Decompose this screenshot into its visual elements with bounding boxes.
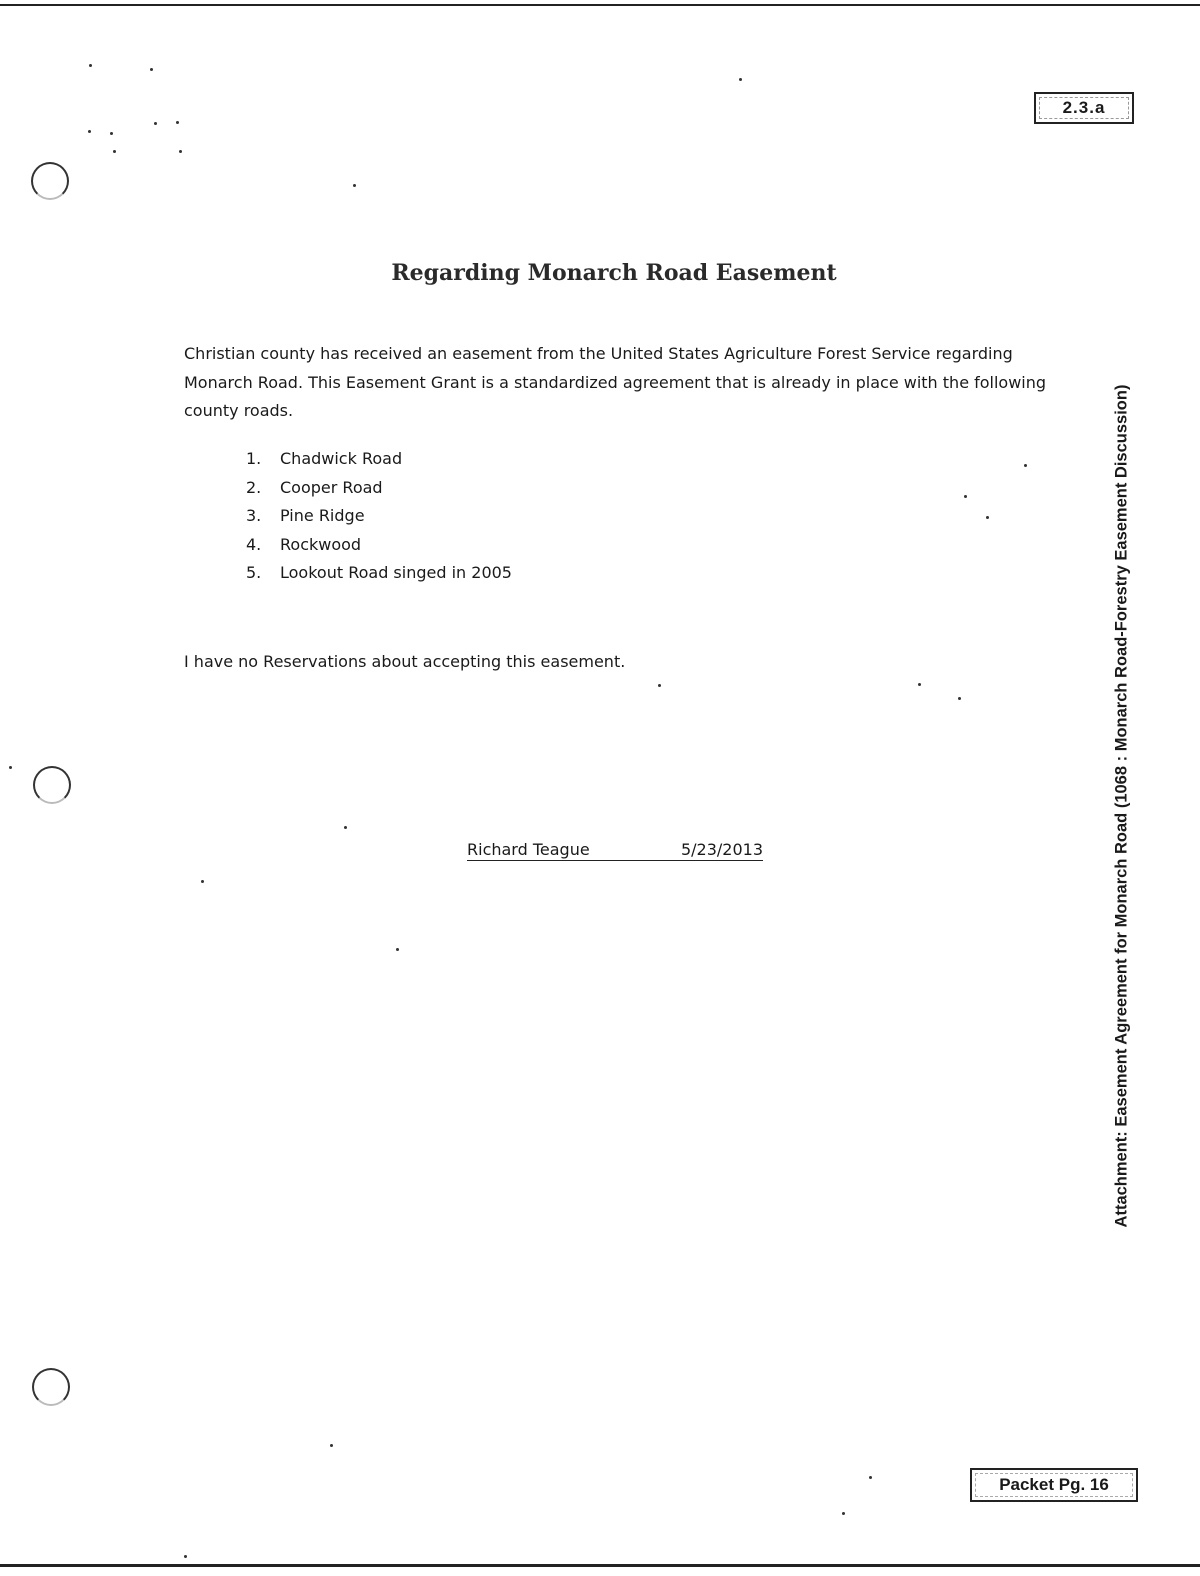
scan-speck — [110, 132, 113, 135]
scan-speck — [9, 766, 12, 769]
list-item — [246, 502, 512, 531]
document-title: Regarding Monarch Road Easement — [391, 260, 837, 286]
scan-speck — [330, 1444, 333, 1447]
list-item-label: Chadwick Road — [280, 449, 403, 468]
list-item-label: Pine Ridge — [280, 506, 365, 525]
list-item-label: Rockwood — [280, 534, 362, 554]
list-item-number: 5. — [246, 563, 262, 582]
scan-speck — [150, 68, 153, 71]
reservation-statement: I have no Reservations about accepting this easement. — [184, 652, 626, 671]
bottom-rule — [0, 1564, 1200, 1567]
scan-speck — [113, 150, 116, 153]
scan-speck — [396, 948, 399, 951]
list-item-label: Cooper Road — [280, 477, 383, 497]
list-item-label: Lookout Road singed in 2005 — [280, 563, 512, 582]
scan-speck — [918, 683, 921, 686]
punch-hole-top — [31, 162, 69, 200]
signer-name: Richard Teague — [467, 840, 590, 859]
scan-speck — [658, 684, 661, 687]
scan-speck — [179, 150, 182, 153]
scan-speck — [154, 122, 157, 125]
scan-speck — [958, 697, 961, 700]
intro-paragraph: Christian county has received an easement from the United States Agriculture Forest Service regarding Monarch Road. This Easement Grant is a standardized agreement that is already in place with the following county roads. — [184, 344, 1047, 420]
scan-speck — [184, 1555, 187, 1558]
scan-speck — [964, 495, 967, 498]
scan-speck — [176, 121, 179, 124]
scan-speck — [842, 1512, 845, 1515]
scan-speck — [353, 184, 356, 187]
packet-page-number: Packet Pg. 16 — [999, 1475, 1109, 1494]
scan-speck — [739, 78, 742, 81]
road-list — [246, 445, 512, 588]
list-item-number: 4. — [246, 534, 262, 554]
section-tag: 2.3.a — [1062, 98, 1106, 117]
list-item — [246, 559, 512, 588]
section-tag-box — [1034, 92, 1134, 124]
top-rule — [0, 4, 1200, 6]
scan-speck — [89, 64, 92, 67]
scan-speck — [88, 130, 91, 133]
packet-page-box — [970, 1468, 1138, 1502]
attachment-caption: Attachment: Easement Agreement for Monarch Road (1068 : Monarch Road-Forestry Easement Discussion) — [1112, 384, 1131, 1228]
list-item — [246, 474, 512, 503]
scan-speck — [986, 516, 989, 519]
list-item-number: 3. — [246, 506, 262, 525]
scan-speck — [1024, 464, 1027, 467]
scan-speck — [344, 826, 347, 829]
scan-speck — [201, 880, 204, 883]
scan-speck — [869, 1476, 872, 1479]
list-item — [246, 445, 512, 474]
punch-hole-middle — [33, 766, 71, 804]
punch-hole-bottom — [32, 1368, 70, 1406]
signature-line — [467, 840, 763, 861]
list-item-number: 2. — [246, 477, 262, 497]
list-item — [246, 531, 512, 560]
signature-date: 5/23/2013 — [680, 840, 763, 859]
list-item-number: 1. — [246, 449, 262, 468]
